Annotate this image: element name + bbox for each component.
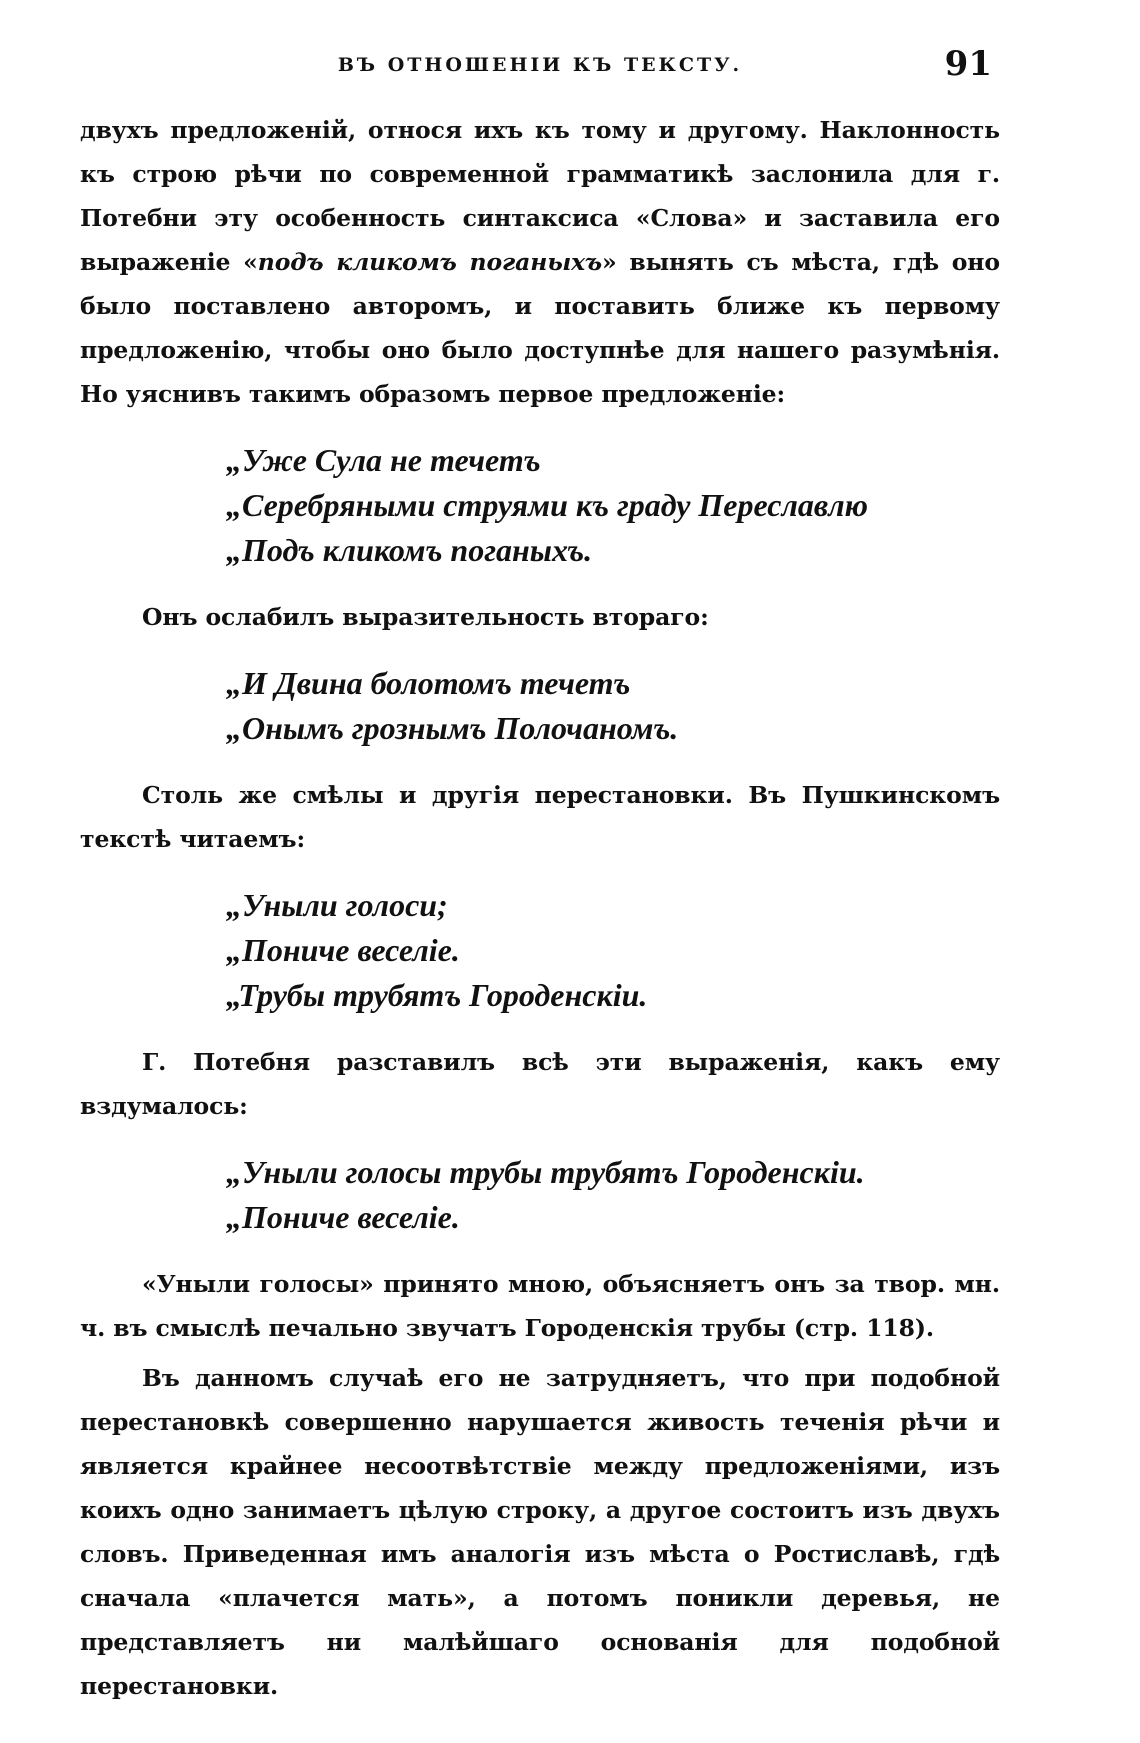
verse-line: „Трубы трубятъ Городенскіи.: [226, 977, 648, 1013]
running-head: [80, 40, 1000, 90]
running-title: ВЪ ОТНОШЕНІИ КЪ ТЕКСТУ.: [337, 54, 743, 76]
page-number: 91: [944, 44, 992, 84]
paragraph-1-part-b: » вынять съ мѣста, гдѣ оно было поставлено авторомъ, и поставить ближе къ первому предложенію, чтобы оно было доступнѣе для нашего разумѣнія. Но уяснивъ такимъ образомъ первое предложеніе:: [80, 248, 1000, 408]
paragraph-2: Онъ ослабилъ выразительность втораго:: [142, 603, 709, 631]
paragraph-4: Г. Потебня разставилъ всѣ эти выраженія, какъ ему вздумалось:: [80, 1048, 1000, 1120]
verse-line: „Уныли голоси;: [226, 887, 448, 923]
page-text: [80, 108, 1000, 1708]
paragraph-1-part-a: двухъ предложеній, относя ихъ къ тому и другому. Наклонность къ строю рѣчи по современной грамматикѣ заслонила для г. Потебни эту особенность синтаксиса «Слова» и заставила его выраженіе «: [80, 116, 1000, 276]
paragraph-1: [80, 108, 1000, 416]
verse-line: „Пониче веселіе.: [226, 932, 460, 968]
verse-line: „И Двина болотомъ течетъ: [226, 665, 631, 701]
verse-quote-3: [226, 883, 1000, 1018]
verse-line: „Онымъ грознымъ Полочаномъ.: [226, 710, 679, 746]
verse-line: „Подъ кликомъ поганыхъ.: [226, 532, 593, 568]
verse-line: „Пониче веселіе.: [226, 1199, 460, 1235]
book-page: [80, 40, 1000, 1708]
verse-quote-4: [226, 1150, 1000, 1240]
paragraph-6: Въ данномъ случаѣ его не затрудняетъ, что при подобной перестановкѣ совершенно нарушается живость теченія рѣчи и является крайнее несоотвѣтствіе между предложеніями, изъ коихъ одно занимаетъ цѣлую строку, а другое состоитъ изъ двухъ словъ. Приведенная имъ аналогія изъ мѣста о Ростиславѣ, гдѣ сначала «плачется мать», а потомъ поникли деревья, не представляетъ ни малѣйшаго основанія для подобной перестановки.: [80, 1364, 1000, 1700]
verse-quote-2: [226, 661, 1000, 751]
verse-quote-1: [226, 438, 1000, 573]
verse-line: „Серебряными струями къ граду Переславлю: [226, 487, 868, 523]
verse-line: „Уже Сула не течетъ: [226, 442, 541, 478]
paragraph-3: Столь же смѣлы и другія перестановки. Въ Пушкинскомъ текстѣ читаемъ:: [80, 781, 1000, 853]
paragraph-1-italic-quote: подъ кликомъ поганыхъ: [257, 248, 603, 276]
paragraph-5: «Уныли голосы» принято мною, объясняетъ онъ за твор. мн. ч. въ смыслѣ печально звучатъ Городенскія трубы (стр. 118).: [80, 1270, 1000, 1342]
verse-line: „Уныли голосы трубы трубятъ Городенскіи.: [226, 1154, 865, 1190]
